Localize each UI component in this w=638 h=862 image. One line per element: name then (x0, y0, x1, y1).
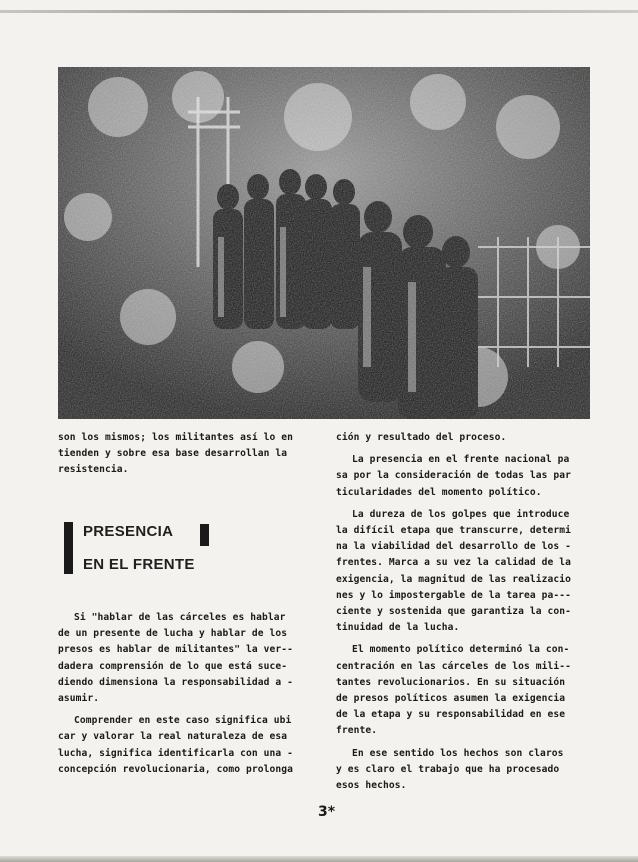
paragraph: son los mismos; los militantes así lo en tienden y sobre esa base desarrollan la resistencia. (58, 432, 294, 476)
right-column-text (336, 430, 592, 800)
paragraph: Comprender en este caso significa ubi car y valorar la real naturaleza de esa lucha, significa identificarla con una - concepción revolucionaria, como prolonga (58, 715, 294, 775)
heading-line-2: EN EL FRENTE (83, 556, 195, 573)
paragraph: En ese sentido los hechos son claros y es claro el trabajo que ha procesado esos hechos. (336, 747, 564, 792)
page-number: 3* (318, 804, 336, 820)
page-bottom-edge (0, 856, 638, 862)
heading-line-1: PRESENCIA (83, 523, 174, 540)
paragraph: El momento político determinó la con- centración en las cárceles de los mili-- tantes revolucionarios. En su situación de presos políticos asumen la exigencia de la etapa y su responsabilidad en ese frente. (336, 644, 572, 737)
left-column-body-text (58, 610, 320, 784)
section-heading (64, 520, 224, 576)
left-column-top-text (58, 430, 320, 485)
page-top-edge (0, 10, 638, 13)
paragraph: La dureza de los golpes que introduce la difícil etapa que transcurre, determi na la viabilidad del desarrollo de los - frentes. Marca a su vez la calidad de la exigencia, la magnitud de las realizacio nes y lo impostergable de la tarea pa--- ciente y sostenida que garantiza la con- tinuidad de la lucha. (336, 508, 572, 634)
paragraph: Si "hablar de las cárceles es hablar de un presente de lucha y hablar de los presos es hablar de militantes" la ver-- dadera comprensión de lo que está suce- diendo dimensiona la responsabilidad a - asumir. (58, 612, 294, 705)
paragraph: ción y resultado del proceso. (336, 432, 507, 443)
heading-bar-left (64, 522, 73, 574)
paragraph: La presencia en el frente nacional pa sa por la consideración de todas las par ticularidades del momento político. (336, 454, 572, 498)
heading-bar-right (200, 524, 209, 546)
prison-yard-photo (58, 67, 590, 419)
